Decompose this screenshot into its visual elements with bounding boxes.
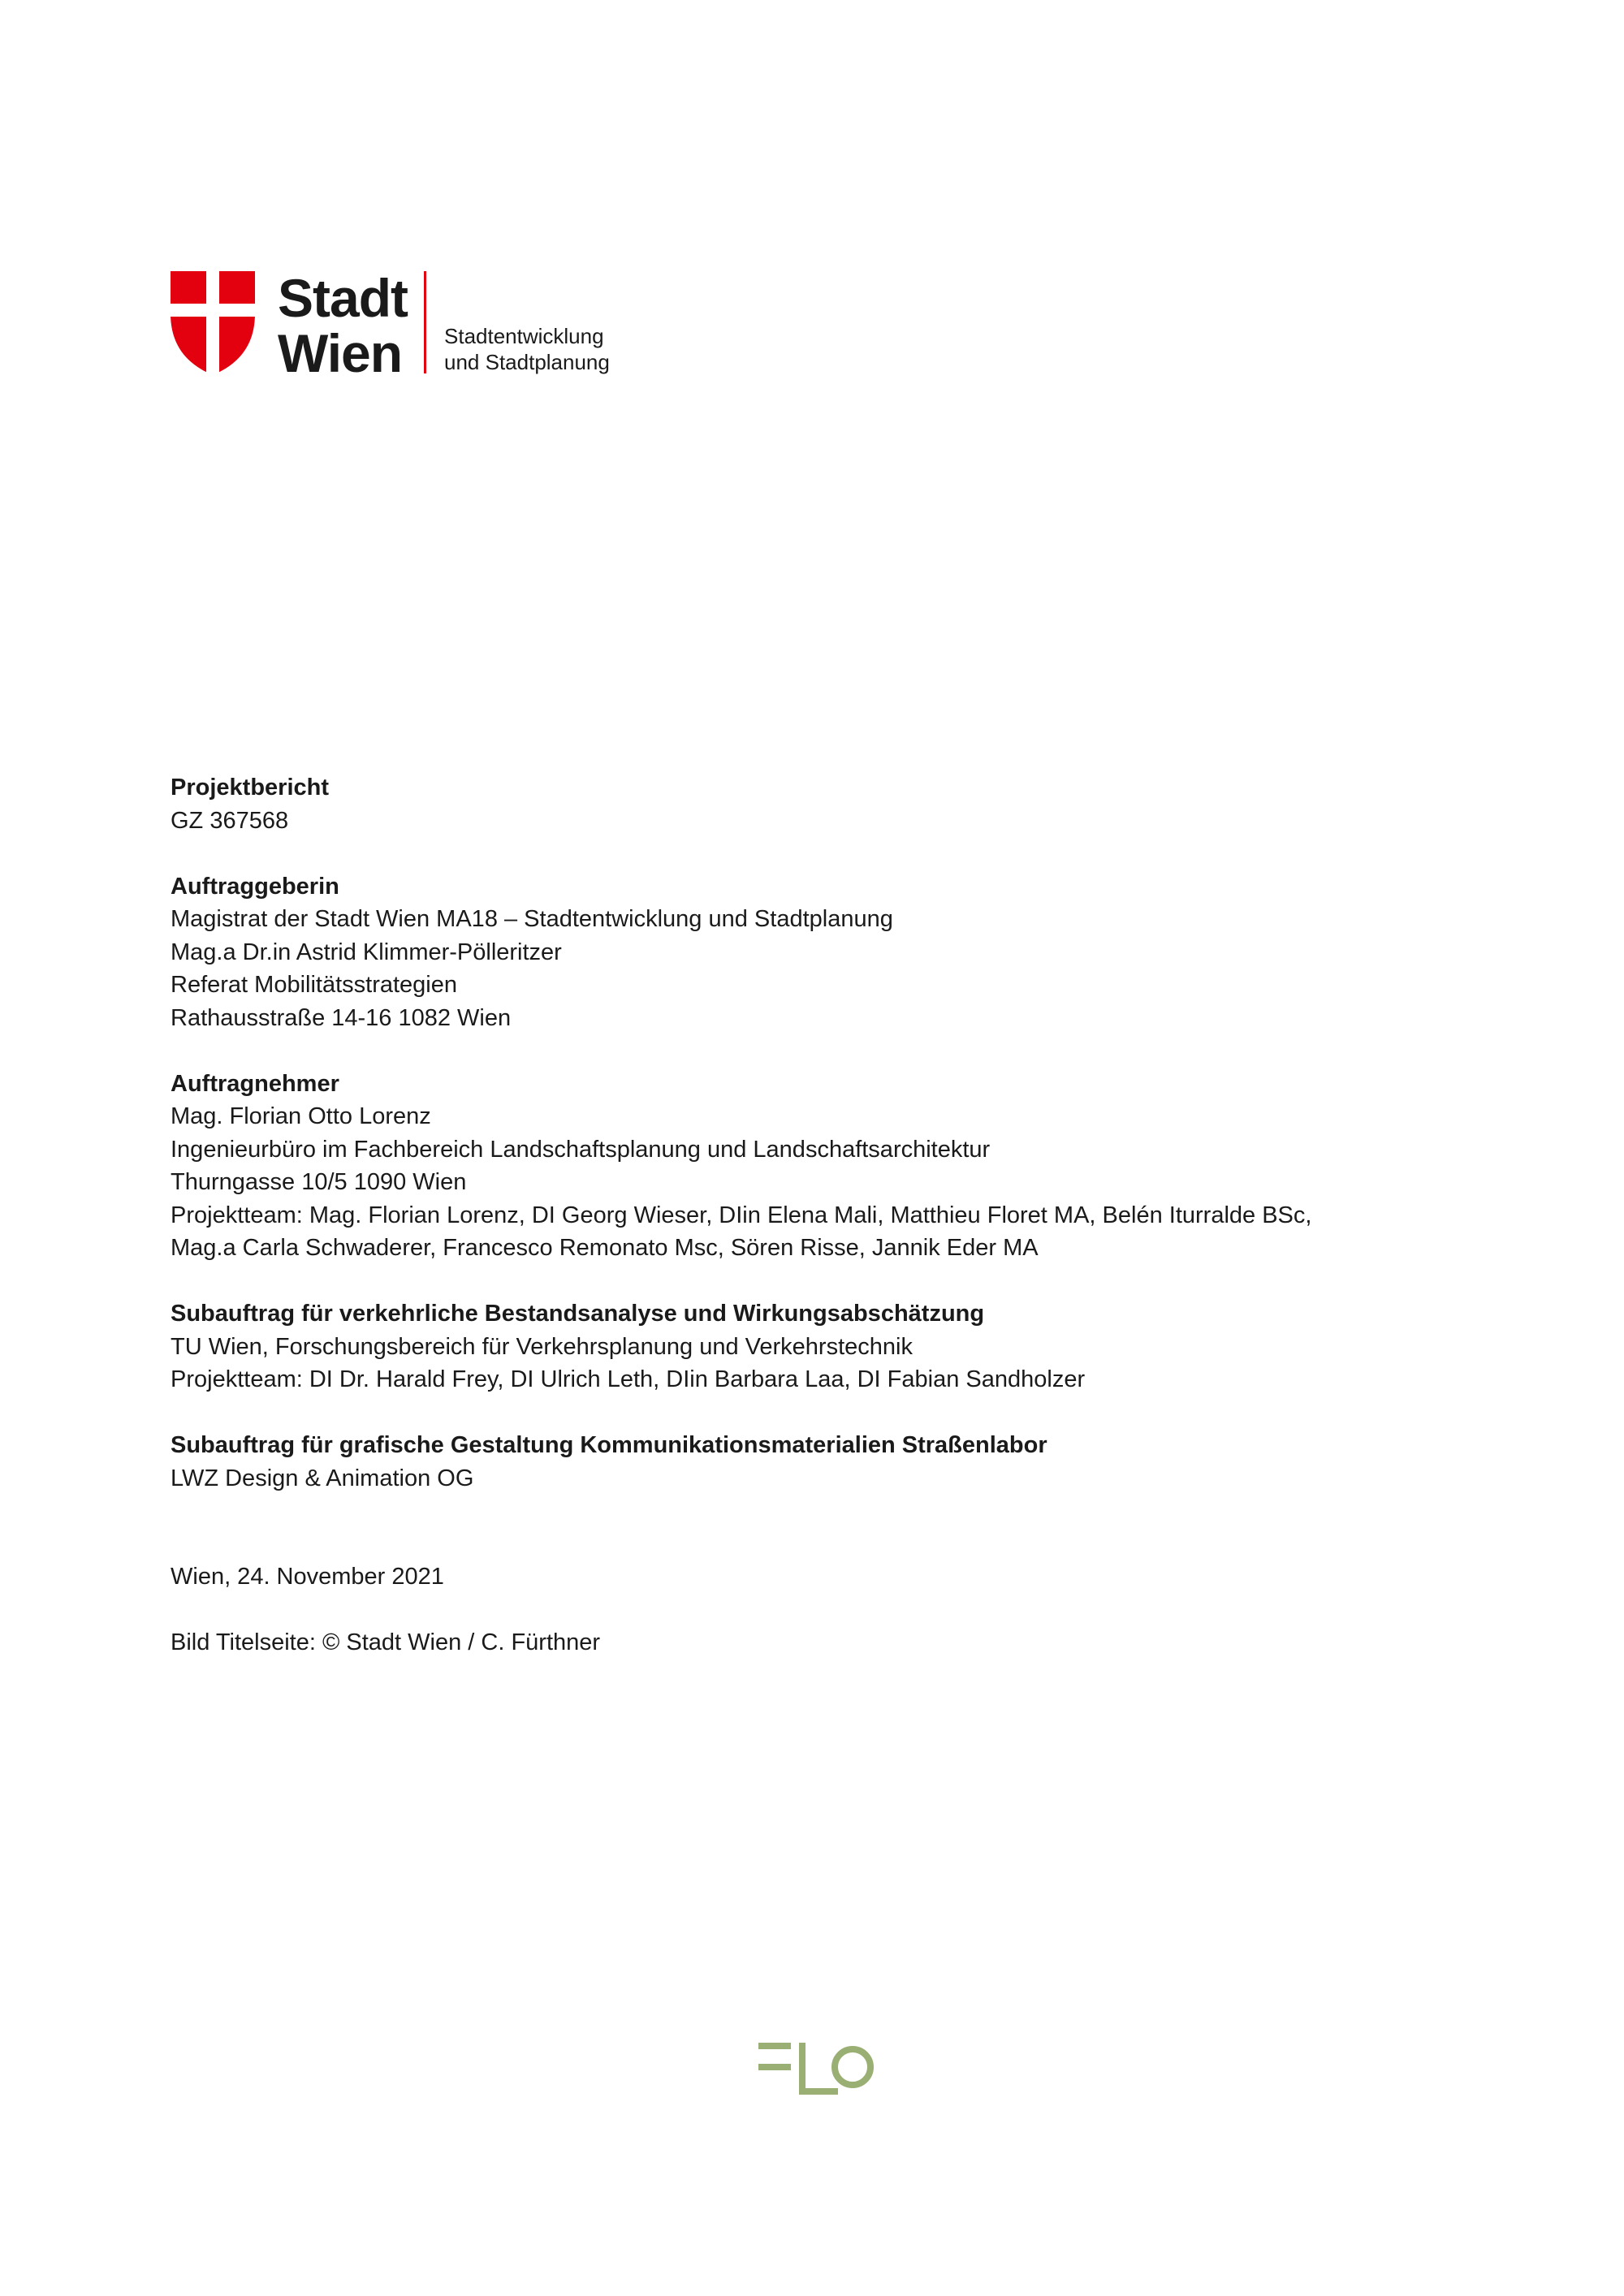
section-subauftrag-verkehr [171,1297,1470,1396]
logo-wordmark-wien: Wien [278,323,403,383]
logo-department-line1: Stadtentwicklung [444,324,604,348]
section-heading: Subauftrag für verkehrliche Bestandsanalyse und Wirkungsabschätzung [171,1301,985,1327]
date-line: Wien, 24. November 2021 [171,1563,444,1590]
section-projektbericht [171,771,1470,837]
section-auftraggeberin [171,870,1470,1035]
section-line: Mag. Florian Otto Lorenz [171,1103,431,1129]
section-heading: Projektbericht [171,775,329,801]
section-line: Thurngasse 10/5 1090 Wien [171,1169,467,1195]
section-line: Projektteam: Mag. Florian Lorenz, DI Georg Wieser, DIin Elena Mali, Matthieu Floret MA, Belén Iturralde BSc, [171,1202,1312,1228]
section-line: GZ 367568 [171,807,289,834]
image-credit-line: Bild Titelseite: © Stadt Wien / C. Fürthner [171,1629,601,1655]
section-line: Ingenieurbüro im Fachbereich Landschaftsplanung und Landschaftsarchitektur [171,1136,991,1163]
section-heading: Auftraggeberin [171,873,339,900]
credit-block [171,1626,1470,1659]
logo-department [444,323,610,375]
vienna-coat-of-arms-icon [171,271,255,375]
section-line: LWZ Design & Animation OG [171,1465,474,1491]
flo-logo-icon [758,2036,877,2101]
section-line: Rathausstraße 14-16 1082 Wien [171,1004,512,1031]
section-line: Mag.a Dr.in Astrid Klimmer-Pölleritzer [171,939,562,965]
section-line: Projektteam: DI Dr. Harald Frey, DI Ulrich Leth, DIin Barbara Laa, DI Fabian Sandholzer [171,1366,1086,1392]
imprint-content [171,771,1470,1692]
section-subauftrag-grafik [171,1429,1470,1495]
date-block [171,1560,1470,1594]
section-line: Magistrat der Stadt Wien MA18 – Stadtentwicklung und Stadtplanung [171,906,893,932]
stadt-wien-logo [171,268,610,383]
section-line: Mag.a Carla Schwaderer, Francesco Remonato Msc, Sören Risse, Jannik Eder MA [171,1235,1039,1261]
logo-wordmark [278,268,408,383]
section-heading: Auftragnehmer [171,1070,339,1097]
section-line: Referat Mobilitätsstrategien [171,972,457,998]
logo-wordmark-stadt: Stadt [278,268,408,328]
spacer [171,1528,1470,1560]
section-auftragnehmer [171,1068,1470,1265]
section-line: TU Wien, Forschungsbereich für Verkehrsplanung und Verkehrstechnik [171,1333,913,1360]
logo-divider [424,271,426,373]
logo-department-line2: und Stadtplanung [444,350,610,374]
section-heading: Subauftrag für grafische Gestaltung Kommunikationsmaterialien Straßenlabor [171,1432,1047,1458]
